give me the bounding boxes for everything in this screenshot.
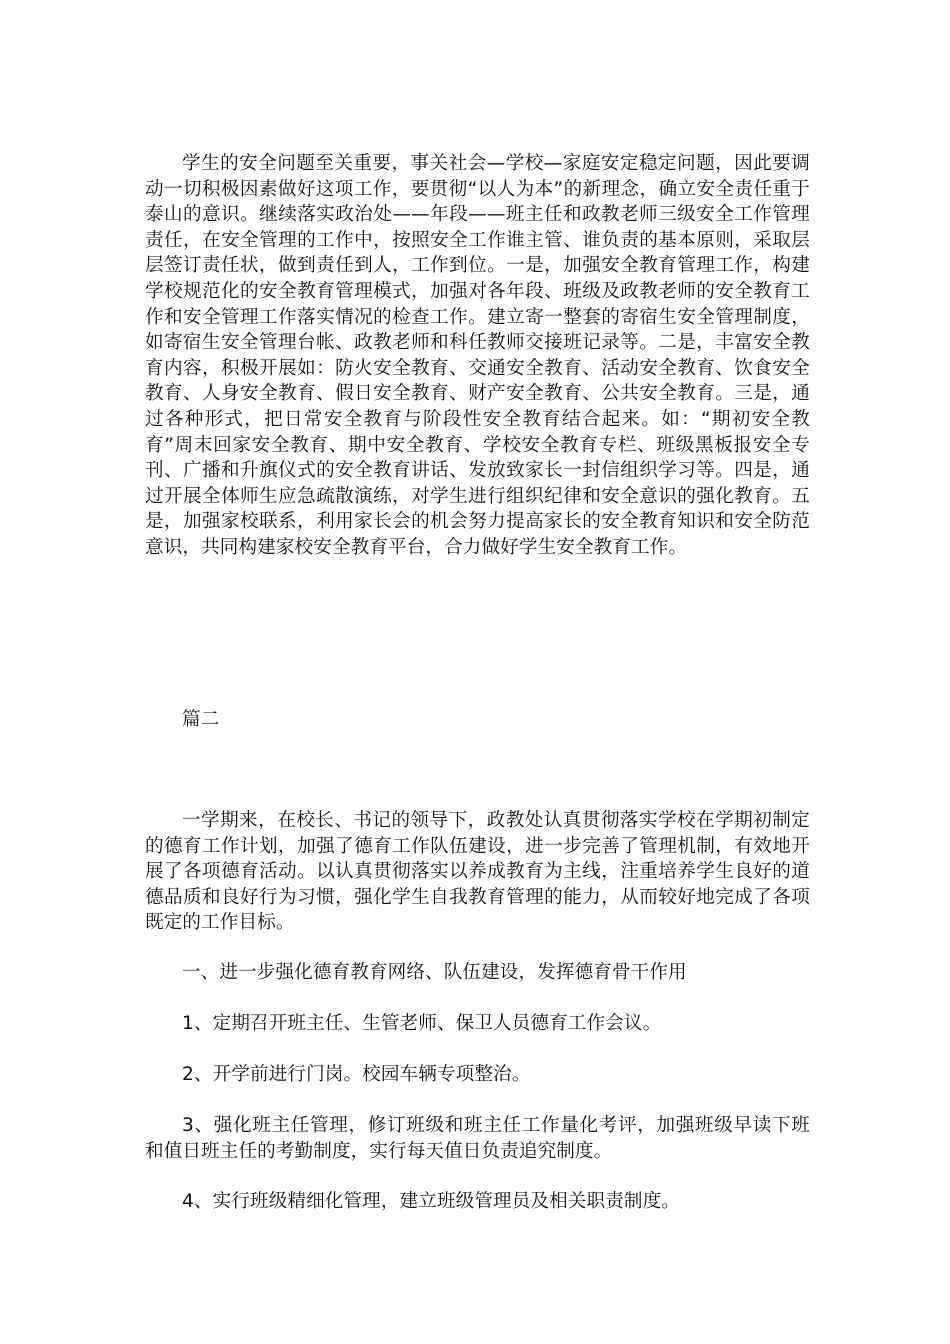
section-one-title: 一、进一步强化德育教育网络、队伍建设，发挥德育骨干作用: [182, 962, 687, 983]
list-item: 4、实行班级精细化管理，建立班级管理员及相关职责制度。: [182, 1191, 680, 1212]
section-heading: 篇二: [182, 709, 220, 730]
list-item: 2、开学前进行门岗。校园车辆专项整治。: [182, 1064, 531, 1085]
intro-paragraph: 一学期来，在校长、书记的领导下，政教处认真贯彻落实学校在学期初制定的德育工作计划，加强了德育工作队伍建设，进一步完善了管理机制，有效地开展了各项德育活动。以认真贯彻落实以养成教育为主线，注重培养学生良好的道德品质和良好行为习惯，强化学生自我教育管理的能力，从而较好地完成了各项既定的工作目标。: [145, 810, 810, 934]
list-item: 3、强化班主任管理，修订班级和班主任工作量化考评，加强班级早读下班和值日班主任的考勤制度，实行每天值日负责追究制度。: [145, 1115, 810, 1162]
safety-paragraph: 学生的安全问题至关重要，事关社会—学校—家庭安定稳定问题，因此要调动一切积极因素做好这项工作，要贯彻“以人为本”的新理念，确立安全责任重于泰山的意识。继续落实政治处——年段——班主任和政教老师三级安全工作管理责任，在安全管理的工作中，按照安全工作谁主管、谁负责的基本原则，采取层层签订责任状，做到责任到人，工作到位。一是，加强安全教育管理工作，构建学校规范化的安全教育管理模式，加强对各年段、班级及政教老师的安全教育工作和安全管理工作落实情况的检查工作。建立寄一整套的寄宿生安全管理制度，如寄宿生安全管理台帐、政教老师和科任教师交接班记录等。二是，丰富安全教育内容，积极开展如：防火安全教育、交通安全教育、活动安全教育、饮食安全教育、人身安全教育、假日安全教育、财产安全教育、公共安全教育。三是，通过各种形式，把日常安全教育与阶段性安全教育结合起来。如：“期初安全教育”周末回家安全教育、期中安全教育、学校安全教育专栏、班级黑板报安全专刊、广播和升旗仪式的安全教育讲话、发放致家长一封信组织学习等。四是，通过开展全体师生应急疏散演练，对学生进行组织纪律和安全意识的强化教育。五是，加强家校联系，利用家长会的机会努力提高家长的安全教育知识和安全防范意识，共同构建家校安全教育平台，合力做好学生安全教育工作。: [145, 153, 810, 558]
list-item: 1、定期召开班主任、生管老师、保卫人员德育工作会议。: [182, 1013, 662, 1034]
